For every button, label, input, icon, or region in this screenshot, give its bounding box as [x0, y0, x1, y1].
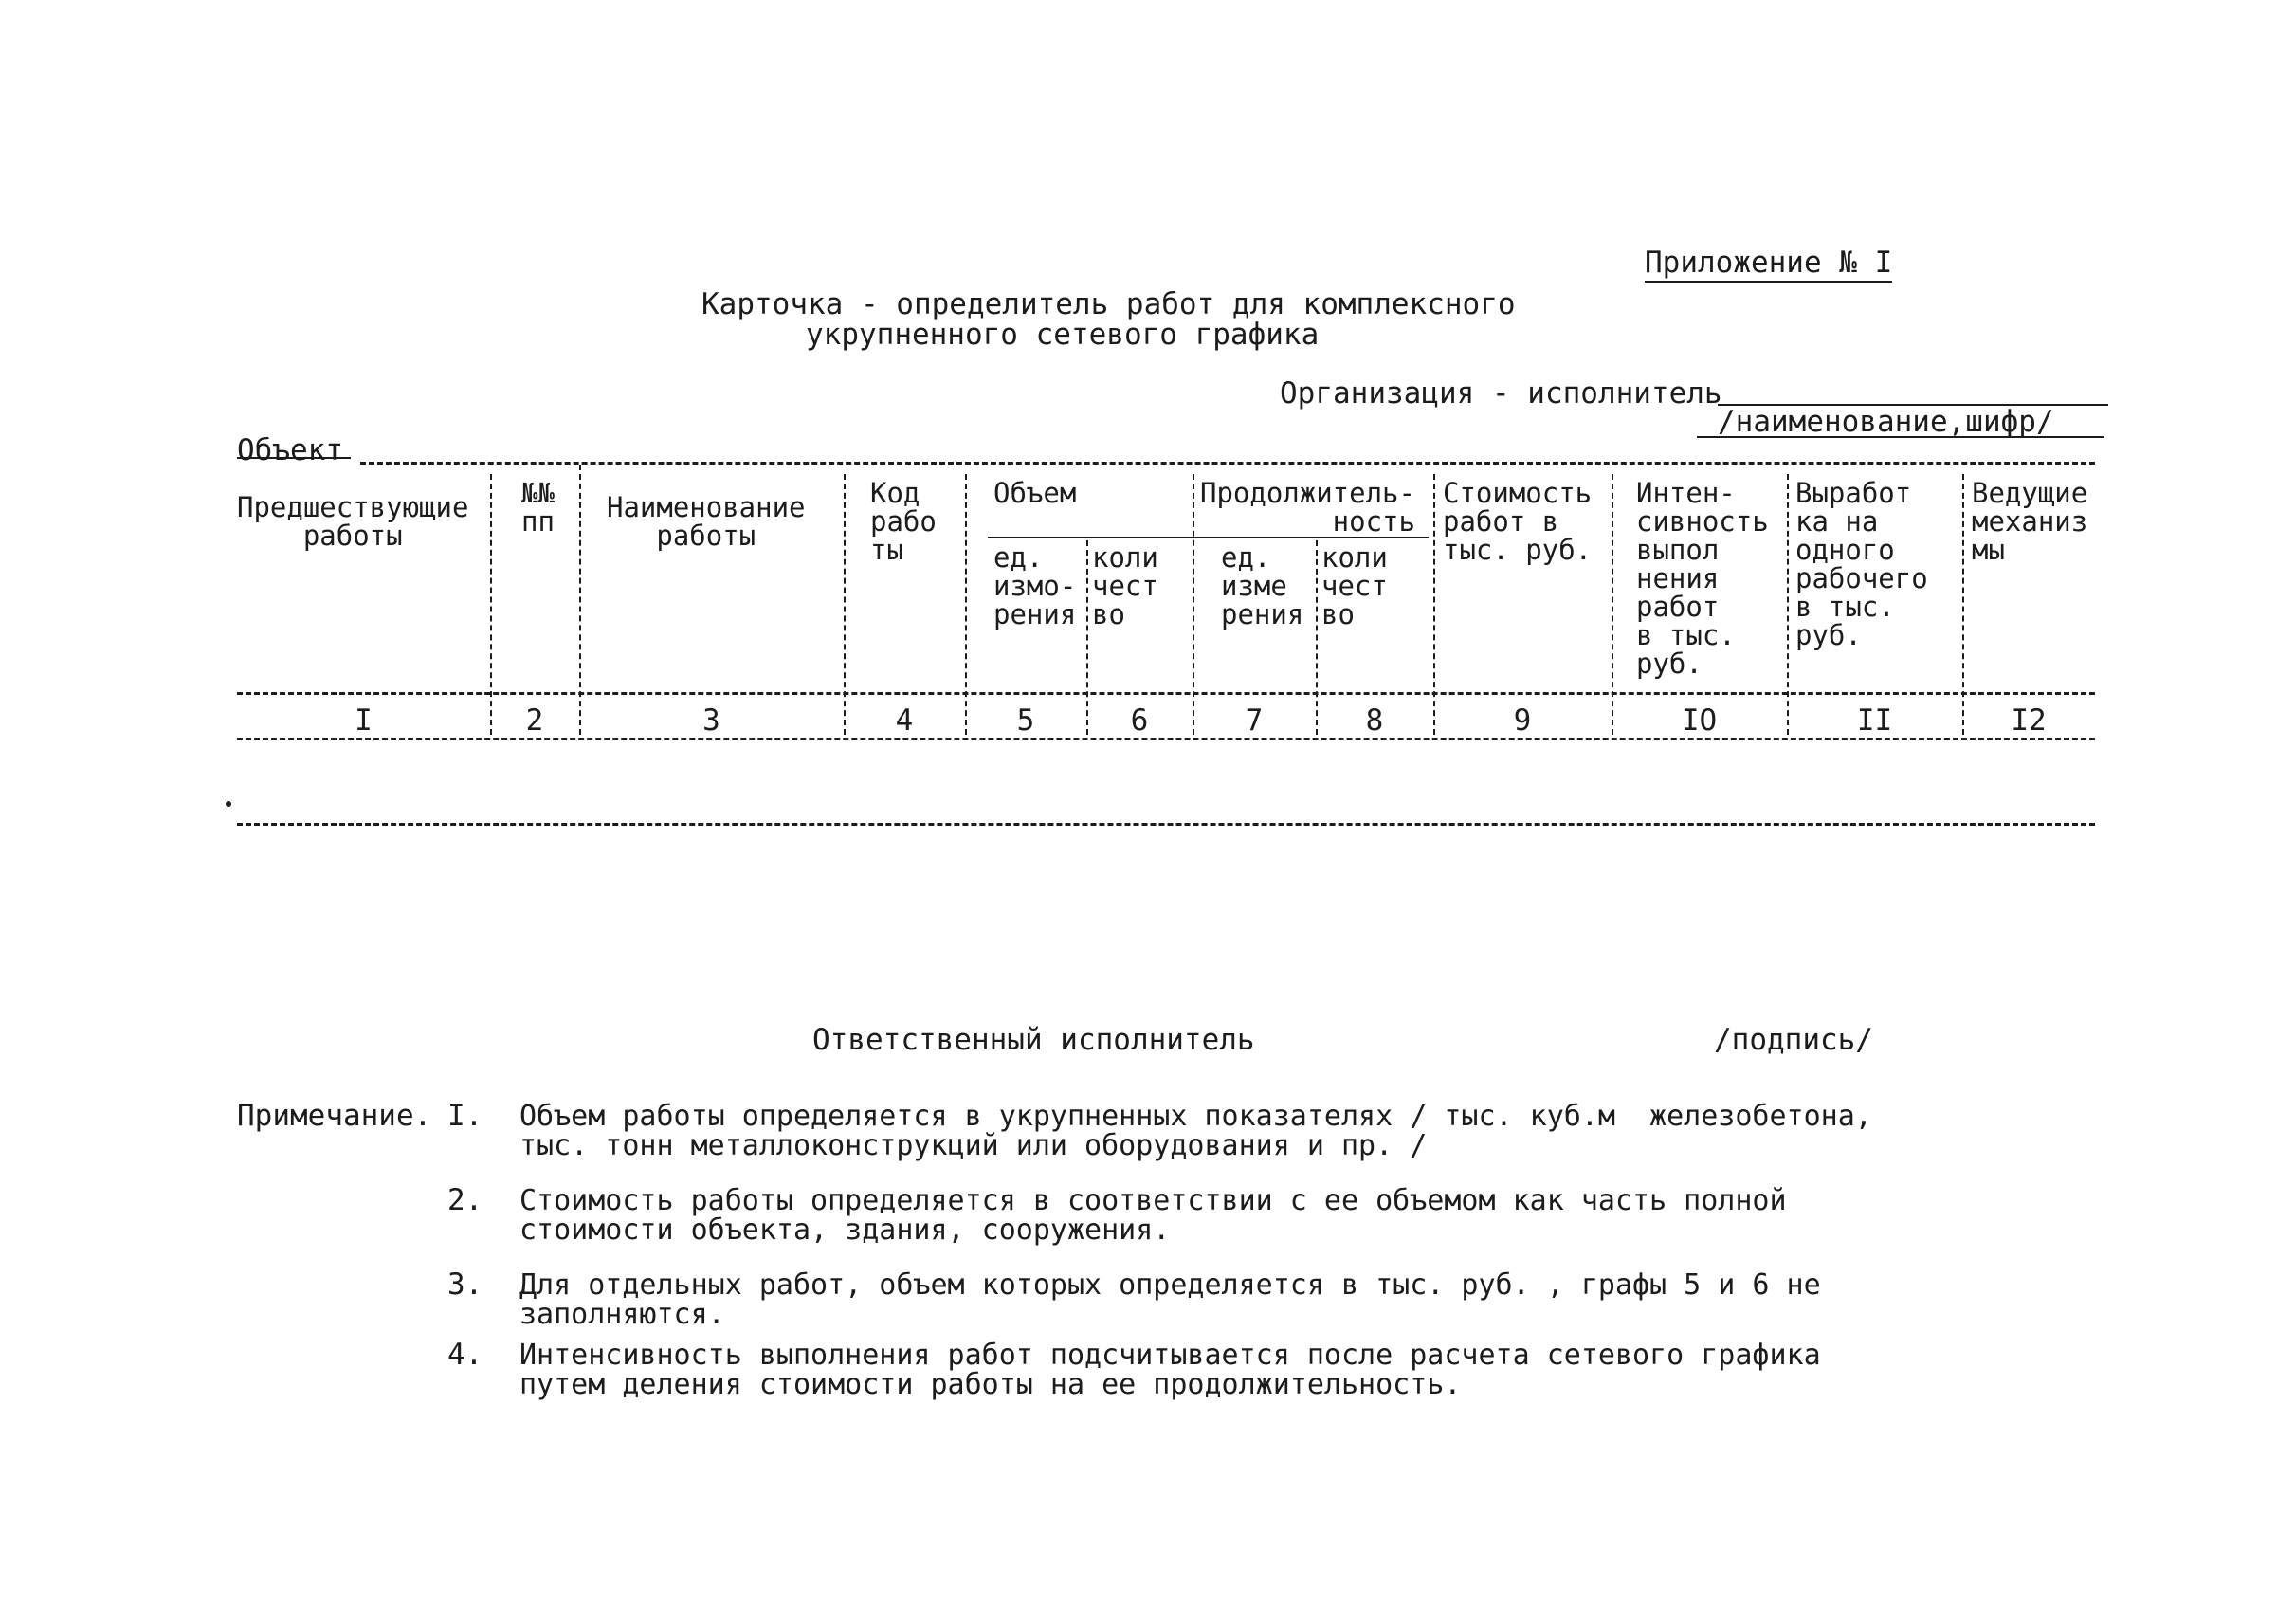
organization-hint-underline — [1697, 436, 2104, 438]
header-output: Выработ ка на одного рабочего в тыс. руб. — [1795, 477, 1928, 651]
col-sep-2 — [579, 465, 581, 735]
col-number-8: 8 — [1365, 703, 1384, 738]
header-duration-qty: коли чест во — [1321, 541, 1388, 630]
col-sep-11 — [1962, 474, 1964, 735]
header-work-name: Наименование работы — [607, 491, 806, 552]
note-2-number: 2. — [447, 1183, 483, 1217]
note-1-text: Объем работы определяется в укрупненных показателях / тыс. куб.м железобетона, тыс. тонн металлоконструкций или оборудования и пр. / — [519, 1100, 1872, 1162]
col-number-6: 6 — [1130, 703, 1149, 738]
col-sep-10 — [1787, 474, 1789, 735]
header-predecessor-works: Предшествующие работы — [237, 491, 469, 552]
note-4-number: 4. — [447, 1338, 483, 1372]
header-machines: Ведущие механиз мы — [1972, 477, 2088, 566]
note-3-number: 3. — [447, 1268, 483, 1302]
header-volume-qty: коли чест во — [1092, 541, 1158, 630]
note-4-text: Интенсивность выполнения работ подсчитывается после расчета сетевого графика путем деления стоимости работы на ее продолжительность. — [519, 1339, 1821, 1401]
col-number-2: 2 — [525, 703, 544, 738]
col-number-3: 3 — [702, 703, 720, 738]
col-sep-3 — [844, 474, 846, 735]
object-underline — [237, 457, 351, 459]
header-number: №№ пп — [521, 477, 555, 538]
object-label: Объект — [237, 433, 343, 467]
numbers-bottom-border — [237, 738, 2095, 740]
note-2-text: Стоимость работы определяется в соответствии с ее объемом как часть полной стоимости объекта, здания, сооружения. — [519, 1184, 1787, 1247]
notes-label: Примечание. — [237, 1099, 432, 1133]
header-intensity: Интен- сивность выпол нения работ в тыс. руб. — [1636, 477, 1769, 680]
col-sep-8 — [1433, 474, 1435, 735]
table-top-border — [360, 462, 2095, 465]
col-number-7: 7 — [1245, 703, 1264, 738]
header-volume-unit: ед. измо- рения — [993, 541, 1077, 630]
col-sep-6 — [1193, 474, 1194, 735]
header-bottom-border — [237, 692, 2095, 695]
col-number-1: I — [355, 703, 373, 738]
col-number-11: II — [1856, 703, 1893, 738]
organization-label: Организация - исполнитель — [1280, 376, 1722, 411]
appendix-label: Приложение № I — [1645, 248, 1892, 283]
col-number-4: 4 — [895, 703, 914, 738]
note-1-number: I. — [447, 1099, 483, 1133]
header-volume: Объем — [993, 477, 1077, 509]
title-line-1: Карточка - определитель работ для комплексного — [701, 287, 1516, 321]
header-work-code: Код рабо ты — [870, 477, 937, 566]
header-duration-unit: ед. изме рения — [1221, 541, 1304, 630]
col-number-5: 5 — [1016, 703, 1035, 738]
col-sep-1 — [490, 474, 492, 735]
note-3-text: Для отдельных работ, объем которых определяется в тыс. руб. , графы 5 и 6 не заполняются. — [519, 1268, 1821, 1331]
row-marker — [226, 801, 231, 807]
responsible-label: Ответственный исполнитель — [812, 1023, 1255, 1057]
col-number-9: 9 — [1513, 703, 1532, 738]
header-cost: Стоимость работ в тыс. руб. — [1443, 477, 1593, 566]
signature-hint: /подпись/ — [1714, 1023, 1873, 1057]
col-number-12: I2 — [2011, 703, 2047, 738]
col-sep-4 — [965, 474, 967, 735]
col-sep-9 — [1612, 474, 1613, 735]
col-number-10: IO — [1681, 703, 1718, 738]
organization-hint: /наименование,шифр/ — [1718, 405, 2054, 439]
header-duration: Продолжитель- ность — [1200, 477, 1415, 538]
data-row-line — [237, 823, 2095, 826]
title-line-2: укрупненного сетевого графика — [806, 318, 1320, 352]
